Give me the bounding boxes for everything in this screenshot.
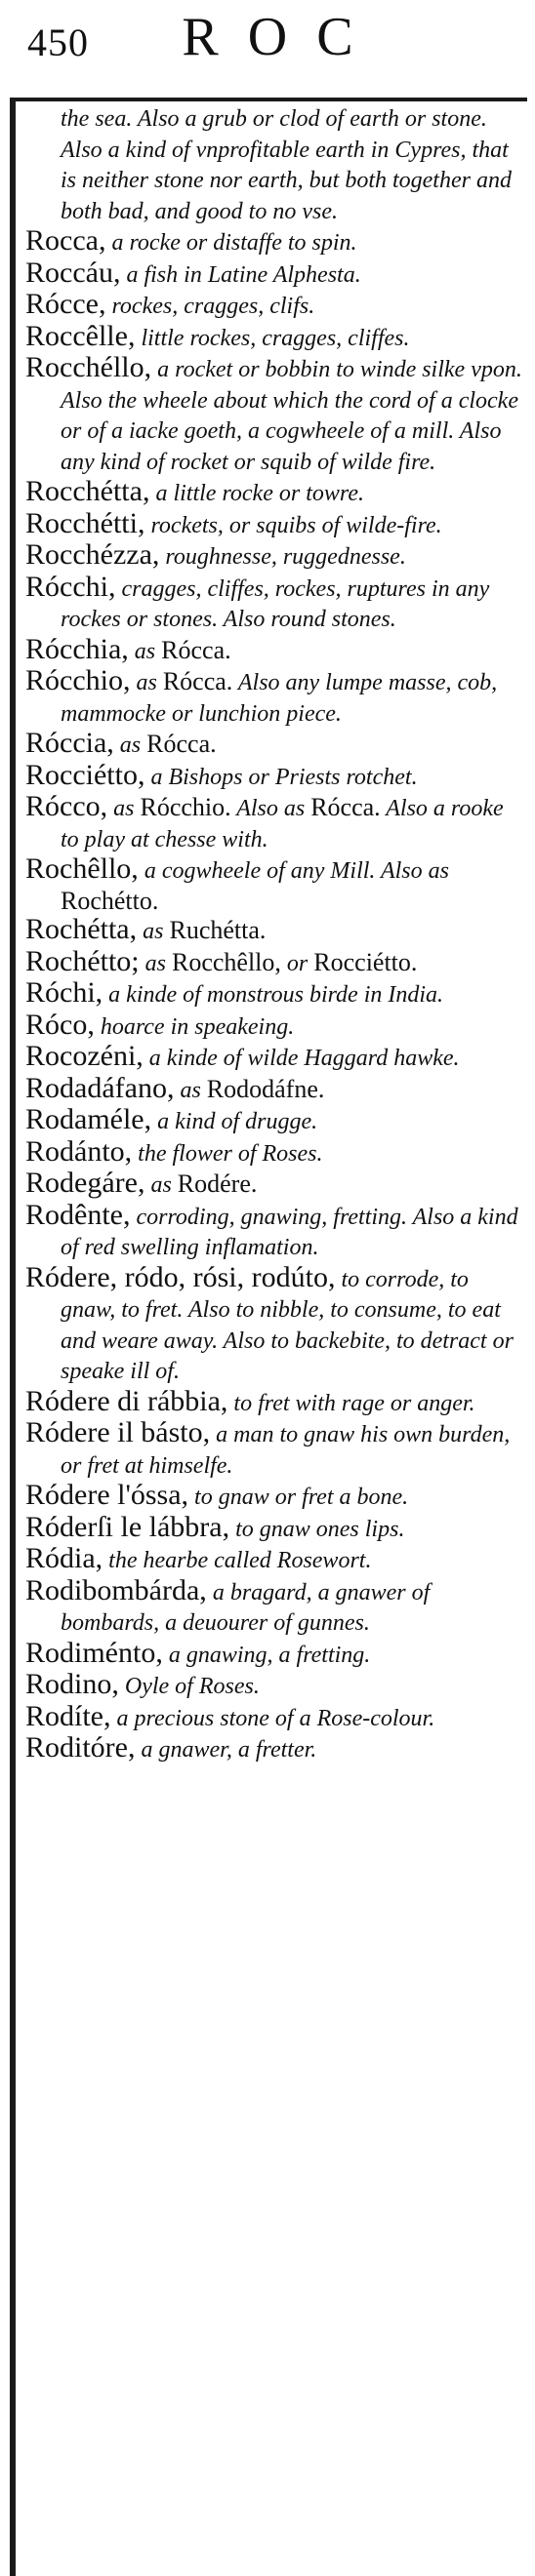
entry-definition: as [128,638,162,664]
entry-definition: a Bishops or Priests rotchet. [144,764,418,790]
top-rule [10,98,527,101]
entry-headword: Róderſi le lábbra, [25,1510,230,1543]
dictionary-entry [25,944,523,979]
entry-definition: Also any lumpe masse, cob, mammocke or lunchion piece. [61,670,498,727]
entry-headword: Ródere il básto, [25,1416,211,1448]
dictionary-entry [25,792,523,854]
entry-headword: Rochétta, [25,913,138,945]
entry-definition: as [107,796,141,821]
dictionary-entry [25,1008,523,1043]
entry-definition: a fish in Latine Alphesta. [120,261,361,288]
entry-definition: as [130,670,163,695]
entry-definition: rockets, or squibs of wilde-fire. [144,512,442,538]
dictionary-entry [25,729,523,761]
entry-headword: Rócchia, [25,632,129,665]
entry-definition: a cogwheele of any Mill. Also as [138,858,449,884]
entry-cross-reference: Rócchio. [140,793,231,821]
entry-definition: to fret with rage or anger. [227,1390,475,1416]
dictionary-column [25,103,523,1765]
entry-definition: the hearbe called Rosewort. [103,1548,372,1573]
dictionary-entry [25,1169,523,1201]
entry-headword: Rócchi, [25,570,116,603]
dictionary-entry [25,1699,523,1734]
entry-definition: as [144,1172,178,1198]
dictionary-entry [25,758,523,793]
dictionary-entry [25,103,523,226]
entry-definition: a gnawer, a fretter. [135,1737,317,1763]
entry-definition: as [139,950,172,976]
dictionary-entry [25,506,523,541]
page-header [0,0,535,76]
entry-headword: Ródere di rábbia, [25,1384,228,1417]
entry-headword: Róchi, [25,976,103,1009]
entry-definition: a kind of drugge. [151,1109,318,1134]
entry-headword: Rocchétta, [25,475,150,507]
entry-cross-reference: Rócca. [146,730,217,758]
entry-headword: Ródere l'óssa, [25,1479,189,1511]
entry-definition: as [113,733,147,758]
entry-headword: Rodánto, [25,1134,133,1168]
entry-definition: to gnaw ones lips. [229,1516,405,1542]
entry-headword: Rochétto; [25,944,140,977]
entry-headword: Roditóre, [25,1731,136,1764]
entry-headword: Rócchio, [25,664,131,696]
entry-headword: Rocchétti, [25,506,145,539]
entry-definition: the flower of Roses. [132,1140,323,1167]
entry-headword: Rodiménto, [25,1636,163,1669]
entry-definition: hoarce in speakeing. [94,1013,295,1040]
entry-definition: a man to gnaw his own burden, or fret at himselfe. [61,1422,511,1479]
entry-headword: Rochêllo, [25,852,139,885]
entry-headword: Rocchézza, [25,538,160,571]
dictionary-entry [25,1071,523,1106]
entry-definition: cragges, cliffes, rockes, ruptures in any rockes or stones. Also round stones. [61,575,490,632]
entry-definition: little rockes, cragges, cliffes. [135,325,410,351]
entry-definition: a kinde of monstrous birde in India. [103,982,444,1008]
entry-definition: a gnawing, a fretting. [162,1642,371,1668]
column-rule [10,101,16,2576]
entry-headword: Rodadáfano, [25,1071,175,1104]
entry-cross-reference: Rocchêllo, [172,947,281,976]
entry-headword: Róco, [25,1008,95,1041]
entry-cross-reference: Rocciétto. [313,947,418,976]
entry-definition: a kinde of wilde Haggard hawke. [143,1046,460,1071]
entry-definition: rockes, cragges, clifs. [105,294,315,319]
dictionary-entry [25,915,523,947]
entry-cross-reference: Rócca. [310,793,381,821]
entry-headword: Rócce, [25,288,106,320]
entry-definition: Also a rooke to play at chesse with. [61,796,504,852]
entry-headword: Rócco, [25,790,108,822]
dictionary-entry [25,632,523,667]
entry-headword: Róccia, [25,727,114,759]
entry-definition: to corrode, to gnaw, to fret. Also to nibble, to consume, to eat and weare away. Also to backebite, to detract or speake ill of. [61,1266,514,1384]
entry-headword: Rodibombárda, [25,1573,207,1606]
entry-headword: Rodino, [25,1668,119,1700]
dictionary-entry [25,978,523,1011]
entry-headword: Rocozéni, [25,1040,144,1072]
entry-definition: a precious stone of a Rose-colour. [110,1705,435,1731]
running-head: ROC [182,7,383,67]
entry-headword: Ródia, [25,1542,103,1574]
entry-cross-reference: Rochétto. [61,886,159,915]
dictionary-entry [25,1042,523,1074]
entry-cross-reference: Rododáfne. [206,1074,325,1103]
entry-definition: as [174,1077,207,1103]
dictionary-entry [25,854,523,915]
dictionary-entry [25,1260,523,1387]
entry-definition: to gnaw or fret a bone. [188,1485,409,1510]
entry-headword: Rodíte, [25,1699,111,1732]
dictionary-entry [25,1573,523,1639]
dictionary-entry [25,1418,523,1481]
entry-cross-reference: Ruchétta. [169,916,267,944]
dictionary-entry [25,226,523,258]
entry-headword: Rodaméle, [25,1103,152,1135]
dictionary-entry [25,258,523,291]
dictionary-entry [25,1544,523,1576]
entry-definition: a rocke or distaffe to spin. [105,230,357,256]
entry-definition: a little rocke or towre. [149,481,364,506]
entry-definition: roughnesse, ruggednesse. [159,544,406,570]
dictionary-entry [25,290,523,322]
entry-cross-reference: Rodére. [177,1169,258,1198]
entry-headword: Roccáu, [25,256,121,289]
dictionary-entry [25,666,523,729]
page-number: 450 [27,20,89,64]
dictionary-entry [25,570,523,635]
dictionary-entry [25,1134,523,1169]
entry-headword: Roccêlle, [25,319,136,352]
dictionary-entry [25,540,523,573]
dictionary-entry [25,1636,523,1671]
entry-headword: Rodegáre, [25,1167,145,1199]
dictionary-entry [25,1733,523,1765]
dictionary-entry [25,1384,523,1419]
entry-headword: Rocchéllo, [25,351,152,383]
dictionary-entry [25,319,523,354]
entry-headword: Ródere, ródo, rósi, rodúto, [25,1260,336,1293]
entry-cross-reference: Rócca. [161,635,231,664]
dictionary-entry [25,1670,523,1702]
entry-definition: Oyle of Roses. [118,1674,260,1699]
dictionary-entry [25,1105,523,1137]
dictionary-entry [25,1198,523,1263]
entry-definition: a bragard, a gnawer of bombards, a deuourer of gunnes. [61,1579,431,1636]
entry-definition: or [280,950,314,976]
entry-headword: Rodênte, [25,1198,131,1231]
entry-headword: Rocca, [25,224,106,257]
entry-headword: Rocciétto, [25,758,145,791]
entry-definition: the sea. Also a grub or clod of earth or stone. Also a kind of vnprofitable earth in Cypres, that is neither stone nor earth, but both together and both bad, and good to no vse. [61,106,512,224]
dictionary-entry [25,1510,523,1545]
entry-definition: as [137,919,170,944]
entry-definition: corroding, gnawing, fretting. Also a kind of red swelling inflamation. [61,1204,518,1260]
dictionary-entry [25,353,523,477]
entry-cross-reference: Rócca. [162,667,233,695]
entry-definition: a rocket or bobbin to winde silke vpon. Also the wheele about which the cord of a clocke or of a iacke goeth, a cogwheele of a mill. Also any kind of rocket or squib of wilde fire. [61,357,522,475]
entry-definition: Also as [230,796,311,821]
dictionary-entry [25,477,523,509]
dictionary-entry [25,1481,523,1513]
